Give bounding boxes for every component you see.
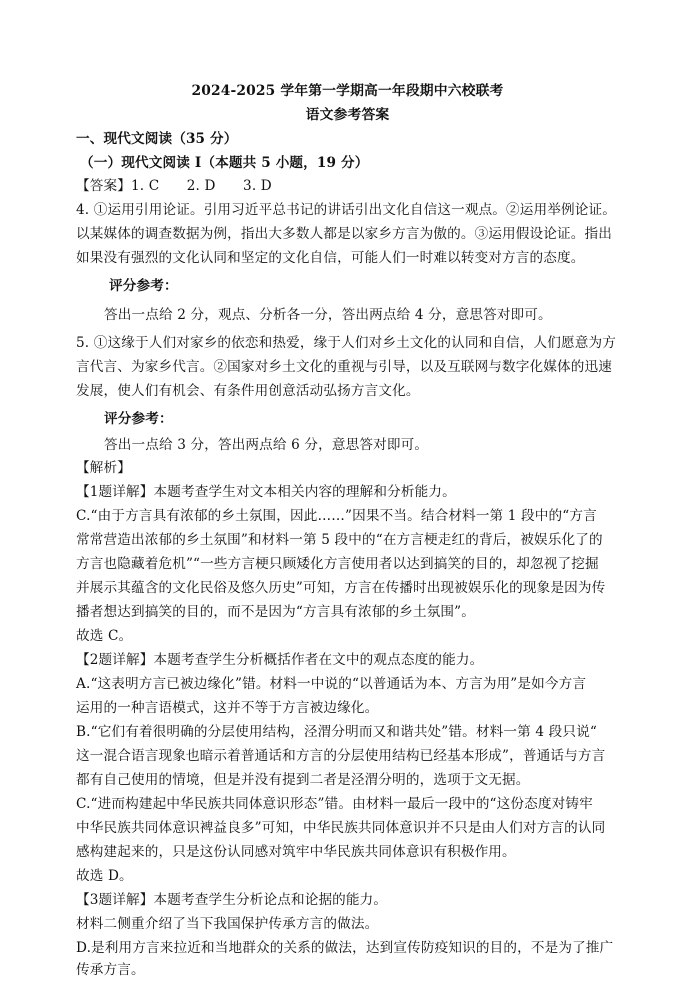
q5-line: 发展，使人们有机会、有条件用创意活动弘扬方言文化。 bbox=[76, 383, 420, 399]
analysis-line: 【1题详解】本题考查学生对文本相关内容的理解和分析能力。 bbox=[76, 484, 456, 500]
analysis-line: 感构建起来的，只是这份认同感对筑牢中华民族共同体意识有积极作用。 bbox=[76, 844, 516, 860]
answers-line: 【答案】1. C 2. D 3. D bbox=[76, 178, 272, 194]
q5-scoring-text: 答出一点给 3 分，答出两点给 6 分，意思答对即可。 bbox=[104, 437, 429, 453]
analysis-line: 【2题详解】本题考查学生分析概括作者在文中的观点态度的能力。 bbox=[76, 652, 484, 668]
q5-scoring-label: 评分参考： bbox=[104, 411, 173, 427]
analysis-line: 【3题详解】本题考查学生分析论点和论据的能力。 bbox=[76, 892, 388, 908]
analysis-line: 故选 D。 bbox=[76, 868, 133, 884]
subsection-heading-reading-1: （一）现代文阅读 I（本题共 5 小题，19 分） bbox=[80, 155, 369, 171]
q4-line: 4. ①运用引用论证。引用习近平总书记的讲话引出文化自信这一观点。②运用举例论证。 bbox=[76, 202, 617, 218]
q5-line: 言代言、为家乡代言。②国家对乡土文化的重视与引导，以及互联网与数字化媒体的迅速 bbox=[76, 359, 613, 375]
analysis-line: 播者想达到搞笑的目的，而不是因为“方言具有浓郁的乡土氛围”。 bbox=[76, 604, 476, 620]
analysis-heading: 【解析】 bbox=[76, 460, 131, 476]
analysis-line: 中华民族共同体意识裨益良多”可知，中华民族共同体意识并不只是由人们对方言的认同 bbox=[76, 820, 606, 836]
q4-scoring-label: 评分参考： bbox=[109, 278, 178, 294]
analysis-line: D.是利用方言来拉近和当地群众的关系的做法，达到宣传防疫知识的目的，不是为了推广 bbox=[76, 940, 614, 956]
analysis-line: 这一混合语言现象也暗示着普通话和方言的分层使用结构已经基本形成”，普通话与方言 bbox=[76, 748, 606, 764]
page-subtitle: 语文参考答案 bbox=[305, 107, 390, 123]
analysis-line: C.“由于方言具有浓郁的乡土氛围，因此……”因果不当。结合材料一第 1 段中的“方言 bbox=[76, 508, 597, 524]
analysis-line: A.“这表明方言已被边缘化”错。材料一中说的“以普通话为本、方言为用”是如今方言 bbox=[76, 676, 587, 692]
analysis-line: 材料二侧重介绍了当下我国保护传承方言的做法。 bbox=[76, 916, 379, 932]
section-heading-reading: 一、现代文阅读（35 分） bbox=[76, 131, 238, 147]
analysis-line: B.“它们有着很明确的分层使用结构，泾渭分明而又和谐共处”错。材料一第 4 段只说“ bbox=[76, 724, 597, 740]
q4-line: 如果没有强烈的文化认同和坚定的文化自信，可能人们一时难以转变对方言的态度。 bbox=[76, 250, 585, 266]
analysis-line: 都有自己使用的情境，但是并没有提到二者是泾渭分明的，选项于文无据。 bbox=[76, 772, 530, 788]
q4-line: 以某媒体的调查数据为例，指出大多数人都是以家乡方言为傲的。③运用假设论证。指出 bbox=[76, 226, 613, 242]
analysis-line: 传承方言。 bbox=[76, 962, 145, 978]
analysis-line: 常常营造出浓郁的乡土氛围”和材料一第 5 段中的“在方言梗走红的背后，被娱乐化了的 bbox=[76, 532, 603, 548]
analysis-line: C.“进而构建起中华民族共同体意识形态”错。由材料一最后一段中的“这份态度对铸牢 bbox=[76, 796, 593, 812]
q5-line: 5. ①这缘于人们对家乡的依恋和热爱，缘于人们对乡土文化的认同和自信，人们愿意为方 bbox=[76, 335, 617, 351]
analysis-line: 运用的一种言语模式，这并不等于方言被边缘化。 bbox=[76, 700, 379, 716]
analysis-line: 故选 C。 bbox=[76, 628, 133, 644]
analysis-line: 并展示其蕴含的文化民俗及悠久历史”可知，方言在传播时出现被娱乐化的现象是因为传 bbox=[76, 580, 606, 596]
analysis-line: 方言也隐藏着危机”“一些方言梗只顾矮化方言使用者以达到搞笑的目的，却忽视了挖掘 bbox=[76, 556, 599, 572]
q4-scoring-text: 答出一点给 2 分，观点、分析各一分，答出两点给 4 分，意思答对即可。 bbox=[104, 307, 552, 323]
page-title: 2024-2025 学年第一学期高一年段期中六校联考 bbox=[191, 83, 504, 99]
